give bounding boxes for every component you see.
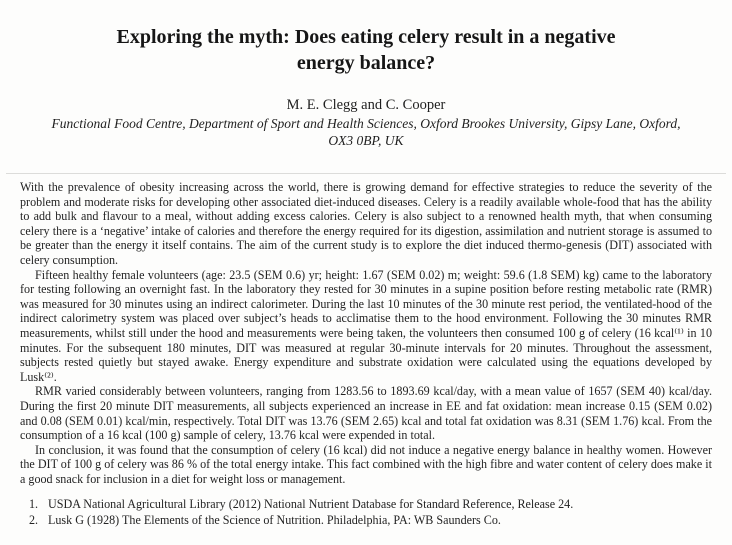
- reference-item: [29, 513, 712, 528]
- reference-number: 2.: [29, 512, 39, 527]
- paper-title: Exploring the myth: Does eating celery result in a negative energy balance?: [116, 26, 616, 74]
- reference-item: [29, 497, 712, 512]
- reference-text: USDA National Agricultural Library (2012) National Nutrient Database for Standard Reference, Release 24.: [48, 497, 574, 512]
- affiliation-line-1: Functional Food Centre, Department of Sport and Health Sciences, Oxford Brookes University, Gipsy Lane, Oxford,: [51, 116, 681, 131]
- affiliation-line-2: OX3 0BP, UK: [328, 132, 404, 148]
- reference-list: [29, 497, 712, 528]
- authors-line: M. E. Clegg and C. Cooper: [286, 97, 446, 113]
- reference-text: Lusk G (1928) The Elements of the Science of Nutrition. Philadelphia, PA: WB Saunders Co.: [48, 512, 501, 527]
- abstract-paragraph-3: RMR varied considerably between volunteers, ranging from 1283.56 to 1893.69 kcal/day, with a mean value of 1657 (SEM 40) kcal/day. During the first 20 minute DIT measurements, all subjects experienced an increase in EE and fat oxidation: mean increase 0.15 (SEM 0.02) and 0.08 (SEM 0.01) kcal/min, respectively. Total DIT was 13.76 (SEM 2.65) kcal and total fat oxidation was 8.31 (SEM 1.76) kcal. From the consumption of a 16 kcal (100 g) sample of celery, 13.76 kcal were expended in total.: [20, 384, 712, 443]
- header-divider: [6, 173, 726, 174]
- abstract-paragraph-2: Fifteen healthy female volunteers (age: 23.5 (SEM 0.6) yr; height: 1.67 (SEM 0.02) m; weight: 59.6 (1.8 SEM) kg) came to the laboratory for testing following an overnight fast. In the laboratory they rested for 30 minutes in a supine position before resting metabolic rate (RMR) was measured for 30 minutes using an indirect calorimeter. During the last 10 minutes of the 30 minute rest period, the ventilated-hood of the indirect calorimetry system was placed over subject’s heads to acclimatise them to the hood environment. Following the 30 minutes RMR measurements, whilst still under the hood and measurements were being taken, the volunteers then consumed 100 g of celery (16 kcal⁽¹⁾ in 10 minutes. For the subsequent 180 minutes, DIT was measured at regular 30-minute intervals for 20 minutes. Throughout the assessment, subjects rested quietly but stayed awake. Energy expenditure and substrate oxidation were calculated using the equations developed by Lusk⁽²⁾.: [20, 267, 712, 384]
- abstract-paragraph-1: With the prevalence of obesity increasing across the world, there is growing demand for effective strategies to reduce the severity of the problem and moderate risks for developing other associated diet-induced diseases. Celery is a readily available whole-food that has the ability to add bulk and flavour to a meal, without adding excess calories. Celery is also subject to a renowned health myth, that when consuming celery there is a ‘negative’ intake of calories and therefore the energy required for its digestion, assimilation and nutrient storage is assumed to be greater than the energy it itself contains. The aim of the current study is to explore the diet induced thermo-genesis (DIT) associated with celery consumption.: [20, 180, 712, 267]
- abstract-paragraph-4: In conclusion, it was found that the consumption of celery (16 kcal) did not induce a negative energy balance in healthy women. However the DIT of 100 g of celery was 86 % of the total energy intake. This fact combined with the high fibre and water content of celery does make it a good snack for inclusion in a diet for weight loss or management.: [20, 442, 712, 486]
- affiliation: [12, 116, 720, 149]
- reference-number: 1.: [29, 497, 39, 512]
- abstract-body: [20, 180, 712, 486]
